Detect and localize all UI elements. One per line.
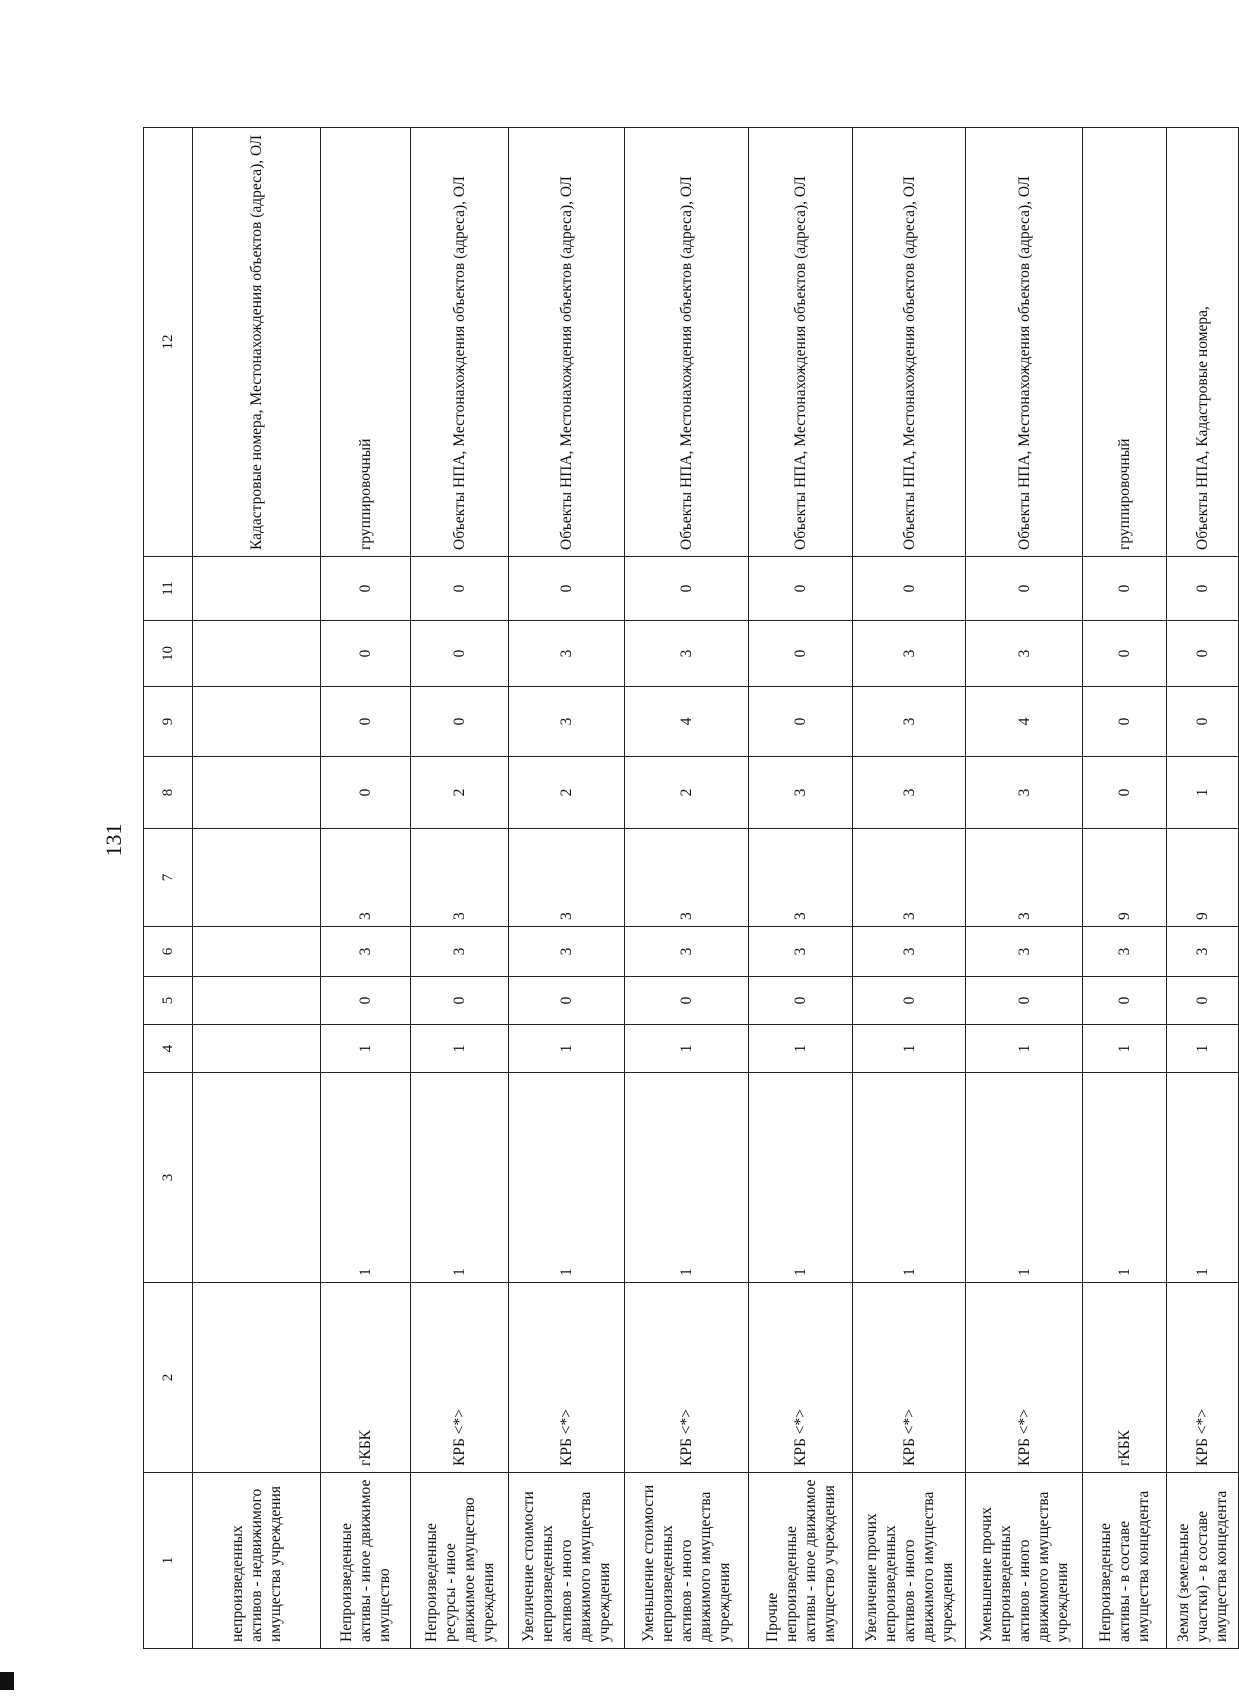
table-cell-col-8: 0	[1083, 757, 1167, 829]
header-cell: 12	[144, 128, 193, 557]
table-cell-col-12: Объекты НПА, Местонахождения объектов (адреса), ОЛ	[509, 128, 625, 557]
table-cell-col-5: 0	[321, 977, 411, 1025]
table-cell-col-2: гКБК	[1083, 1283, 1167, 1473]
table-cell-col-10: 3	[625, 621, 749, 687]
table-cell-col-3: 1	[1167, 1073, 1239, 1283]
table-cell-col-5: 0	[411, 977, 509, 1025]
table-cell-col-2: гКБК	[321, 1283, 411, 1473]
table-cell-col-7: 9	[1083, 829, 1167, 927]
table-cell-col-3: 1	[749, 1073, 853, 1283]
table-cell-col-8: 2	[411, 757, 509, 829]
table-cell-col-2: КРБ <*>	[1167, 1283, 1239, 1473]
table-cell-col-1: Увеличение прочих непроизведенных активов - иного движимого имущества учреждения	[853, 1473, 966, 1649]
table-cell-col-7: 3	[749, 829, 853, 927]
header-cell: 10	[144, 621, 193, 687]
table-cell-col-2: КРБ <*>	[966, 1283, 1083, 1473]
table-cell-col-3: 1	[625, 1073, 749, 1283]
table-cell-col-2: КРБ <*>	[411, 1283, 509, 1473]
table-cell-col-11: 0	[321, 557, 411, 621]
table-row	[411, 128, 509, 1649]
table-cell-col-8: 2	[625, 757, 749, 829]
table-cell-col-1: Непроизведенные ресурсы - иное движимое имущество учреждения	[411, 1473, 509, 1649]
table-cell-col-6: 3	[625, 927, 749, 977]
table-cell-col-12: Объекты НПА, Местонахождения объектов (адреса), ОЛ	[625, 128, 749, 557]
table-cell-col-10: 0	[749, 621, 853, 687]
table-cell-col-3: 1	[853, 1073, 966, 1283]
table-cell-col-12: Объекты НПА, Местонахождения объектов (адреса), ОЛ	[966, 128, 1083, 557]
table-cell-col-5: 0	[966, 977, 1083, 1025]
table-cell-col-7: 3	[853, 829, 966, 927]
table-cell-col-8: 3	[966, 757, 1083, 829]
table-cell-col-4: 1	[411, 1025, 509, 1073]
table-cell-col-3: 1	[966, 1073, 1083, 1283]
table-cell-col-11: 0	[1083, 557, 1167, 621]
table-cell-col-12: Объекты НПА, Местонахождения объектов (адреса), ОЛ	[749, 128, 853, 557]
table-cell-col-3: 1	[411, 1073, 509, 1283]
table-cell-col-5: 0	[1167, 977, 1239, 1025]
header-cell: 3	[144, 1073, 193, 1283]
table-cell-col-7: 3	[966, 829, 1083, 927]
table-cell-col-8: 0	[321, 757, 411, 829]
table-cell-col-10: 0	[1167, 621, 1239, 687]
table-cell-col-2: КРБ <*>	[853, 1283, 966, 1473]
table-cell-col-2: КРБ <*>	[749, 1283, 853, 1473]
table-cell-col-9: 0	[321, 687, 411, 757]
table-cell-col-5	[193, 977, 321, 1025]
table-cell-col-9: 0	[749, 687, 853, 757]
header-cell: 2	[144, 1283, 193, 1473]
table-cell-col-1: непроизведенных активов - недвижимого имущества учреждения	[193, 1473, 321, 1649]
table-row	[509, 128, 625, 1649]
table-cell-col-7	[193, 829, 321, 927]
table-cell-col-6: 3	[749, 927, 853, 977]
table-cell-col-5: 0	[749, 977, 853, 1025]
table-cell-col-8: 2	[509, 757, 625, 829]
table-cell-col-4: 1	[749, 1025, 853, 1073]
header-cell: 5	[144, 977, 193, 1025]
table-cell-col-10: 0	[1083, 621, 1167, 687]
header-cell: 9	[144, 687, 193, 757]
header-cell: 7	[144, 829, 193, 927]
table-cell-col-7: 3	[509, 829, 625, 927]
table-cell-col-4: 1	[509, 1025, 625, 1073]
table-cell-col-1: Непроизведенные активы - иное движимое имущество	[321, 1473, 411, 1649]
scan-mark	[0, 1672, 14, 1690]
table-cell-col-1: Земля (земельные участки) - в составе имущества концедента	[1167, 1473, 1239, 1649]
table-cell-col-1: Непроизведенные активы - в составе имущества концедента	[1083, 1473, 1167, 1649]
header-cell: 8	[144, 757, 193, 829]
table-cell-col-8: 3	[749, 757, 853, 829]
table-cell-col-7: 3	[625, 829, 749, 927]
table-cell-col-1: Прочие непроизведенные активы - иное движимое имущество учреждения	[749, 1473, 853, 1649]
table-cell-col-6: 3	[1083, 927, 1167, 977]
table-cell-col-1: Увеличение стоимости непроизведенных активов - иного движимого имущества учреждения	[509, 1473, 625, 1649]
table-cell-col-7: 3	[411, 829, 509, 927]
header-row	[144, 128, 193, 1649]
table-cell-col-4: 1	[1167, 1025, 1239, 1073]
table-body	[193, 128, 1239, 1649]
table-cell-col-9: 0	[411, 687, 509, 757]
table-cell-col-4	[193, 1025, 321, 1073]
table-cell-col-11	[193, 557, 321, 621]
table-cell-col-11: 0	[625, 557, 749, 621]
table-row	[321, 128, 411, 1649]
table-cell-col-11: 0	[853, 557, 966, 621]
table-cell-col-9: 3	[509, 687, 625, 757]
table-cell-col-12: Объекты НПА, Местонахождения объектов (адреса), ОЛ	[853, 128, 966, 557]
table-cell-col-6: 3	[853, 927, 966, 977]
document-table-wrapper	[143, 128, 1230, 1649]
document-table	[143, 127, 1239, 1649]
table-cell-col-12: Кадастровые номера, Местонахождения объектов (адреса), ОЛ	[193, 128, 321, 557]
table-cell-col-5: 0	[625, 977, 749, 1025]
header-cell: 4	[144, 1025, 193, 1073]
table-cell-col-6: 3	[509, 927, 625, 977]
table-row	[749, 128, 853, 1649]
table-cell-col-9: 4	[966, 687, 1083, 757]
table-cell-col-10: 0	[321, 621, 411, 687]
table-cell-col-1: Уменьшение стоимости непроизведенных активов - иного движимого имущества учреждения	[625, 1473, 749, 1649]
table-cell-col-8: 1	[1167, 757, 1239, 829]
table-cell-col-10	[193, 621, 321, 687]
table-cell-col-2: КРБ <*>	[625, 1283, 749, 1473]
table-cell-col-7: 9	[1167, 829, 1239, 927]
table-cell-col-10: 0	[411, 621, 509, 687]
table-cell-col-11: 0	[509, 557, 625, 621]
table-cell-col-2	[193, 1283, 321, 1473]
table-cell-col-11: 0	[411, 557, 509, 621]
table-row	[853, 128, 966, 1649]
table-cell-col-10: 3	[966, 621, 1083, 687]
table-cell-col-9	[193, 687, 321, 757]
table-cell-col-4: 1	[321, 1025, 411, 1073]
table-cell-col-9: 4	[625, 687, 749, 757]
table-cell-col-1: Уменьшение прочих непроизведенных активов - иного движимого имущества учреждения	[966, 1473, 1083, 1649]
table-cell-col-7: 3	[321, 829, 411, 927]
table-cell-col-5: 0	[509, 977, 625, 1025]
table-row	[966, 128, 1083, 1649]
table-cell-col-12: группировочный	[1083, 128, 1167, 557]
table-cell-col-6: 3	[411, 927, 509, 977]
table-cell-col-8: 3	[853, 757, 966, 829]
table-row	[1083, 128, 1167, 1649]
table-cell-col-12: группировочный	[321, 128, 411, 557]
table-cell-col-5: 0	[1083, 977, 1167, 1025]
table-cell-col-6: 3	[1167, 927, 1239, 977]
table-cell-col-2: КРБ <*>	[509, 1283, 625, 1473]
table-cell-col-4: 1	[1083, 1025, 1167, 1073]
table-cell-col-6	[193, 927, 321, 977]
header-cell: 11	[144, 557, 193, 621]
header-cell: 6	[144, 927, 193, 977]
table-cell-col-3	[193, 1073, 321, 1283]
table-cell-col-5: 0	[853, 977, 966, 1025]
table-cell-col-4: 1	[966, 1025, 1083, 1073]
table-cell-col-11: 0	[966, 557, 1083, 621]
table-cell-col-9: 0	[1167, 687, 1239, 757]
table-row	[1167, 128, 1239, 1649]
table-cell-col-10: 3	[509, 621, 625, 687]
table-cell-col-12: Объекты НПА, Местонахождения объектов (адреса), ОЛ	[411, 128, 509, 557]
page-number: 131	[101, 823, 126, 857]
table-cell-col-3: 1	[509, 1073, 625, 1283]
table-cell-col-9: 3	[853, 687, 966, 757]
table-cell-col-4: 1	[853, 1025, 966, 1073]
table-row	[193, 128, 321, 1649]
table-cell-col-12: Объекты НПА, Кадастровые номера,	[1167, 128, 1239, 557]
table-cell-col-4: 1	[625, 1025, 749, 1073]
table-cell-col-6: 3	[321, 927, 411, 977]
table-row	[625, 128, 749, 1649]
header-cell: 1	[144, 1473, 193, 1649]
table-cell-col-8	[193, 757, 321, 829]
table-cell-col-10: 3	[853, 621, 966, 687]
table-cell-col-6: 3	[966, 927, 1083, 977]
table-cell-col-3: 1	[321, 1073, 411, 1283]
table-cell-col-9: 0	[1083, 687, 1167, 757]
table-cell-col-3: 1	[1083, 1073, 1167, 1283]
table-cell-col-11: 0	[1167, 557, 1239, 621]
table-cell-col-11: 0	[749, 557, 853, 621]
